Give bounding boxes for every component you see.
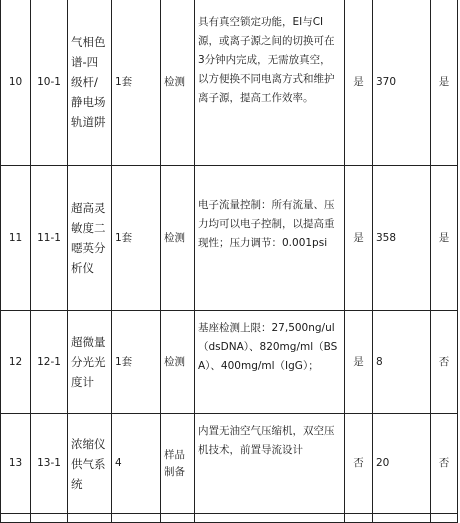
flag-shared: 否 (431, 311, 458, 414)
description: 基座检测上限：27,500ng/ul（dsDNA）、820mg/ml（BSA）、400mg/ml（IgG）； (195, 311, 345, 414)
equipment-name: 气相色谱-四级杆/静电场轨道阱 (68, 0, 112, 166)
cell (1, 514, 31, 523)
flag-imported: 是 (345, 166, 373, 311)
flag-shared: 是 (431, 166, 458, 311)
flag-imported: 是 (345, 311, 373, 414)
cell (112, 514, 161, 523)
description: 内置无油空气压缩机，双空压机技术，前置导流设计 (195, 414, 345, 514)
table-row (1, 414, 458, 514)
purpose: 检测 (161, 311, 195, 414)
row-number: 11 (1, 166, 31, 311)
table-row (1, 166, 458, 311)
flag-imported: 是 (345, 0, 373, 166)
quantity: 1套 (112, 166, 161, 311)
purpose: 检测 (161, 166, 195, 311)
quantity: 1套 (112, 0, 161, 166)
cell (68, 514, 112, 523)
equipment-name: 浓缩仪供气系统 (68, 414, 112, 514)
quantity: 4 (112, 414, 161, 514)
table-row (1, 311, 458, 414)
row-number: 10 (1, 0, 31, 166)
item-code: 12-1 (31, 311, 68, 414)
cell (31, 514, 68, 523)
equipment-name: 超微量分光光度计 (68, 311, 112, 414)
cell (345, 514, 373, 523)
table-row (1, 0, 458, 166)
amount: 370 (373, 0, 431, 166)
item-code: 10-1 (31, 0, 68, 166)
description: 具有真空锁定功能，EI与CI源，或离子源之间的切换可在3分钟内完成，无需放真空，以方便换不同电离方式和维护离子源，提高工作效率。 (195, 0, 345, 166)
table-row-partial (1, 514, 458, 523)
row-number: 12 (1, 311, 31, 414)
cell (373, 514, 431, 523)
amount: 8 (373, 311, 431, 414)
cell (195, 514, 345, 523)
description: 电子流量控制：所有流量、压力均可以电子控制，以提高重现性；压力调节：0.001psi (195, 166, 345, 311)
equipment-name: 超高灵敏度二噁英分析仪 (68, 166, 112, 311)
flag-shared: 是 (431, 0, 458, 166)
flag-shared: 否 (431, 414, 458, 514)
purpose: 样品制备 (161, 414, 195, 514)
purpose: 检测 (161, 0, 195, 166)
cell (161, 514, 195, 523)
amount: 358 (373, 166, 431, 311)
item-code: 13-1 (31, 414, 68, 514)
amount: 20 (373, 414, 431, 514)
quantity: 1套 (112, 311, 161, 414)
flag-imported: 否 (345, 414, 373, 514)
cell (431, 514, 458, 523)
row-number: 13 (1, 414, 31, 514)
item-code: 11-1 (31, 166, 68, 311)
